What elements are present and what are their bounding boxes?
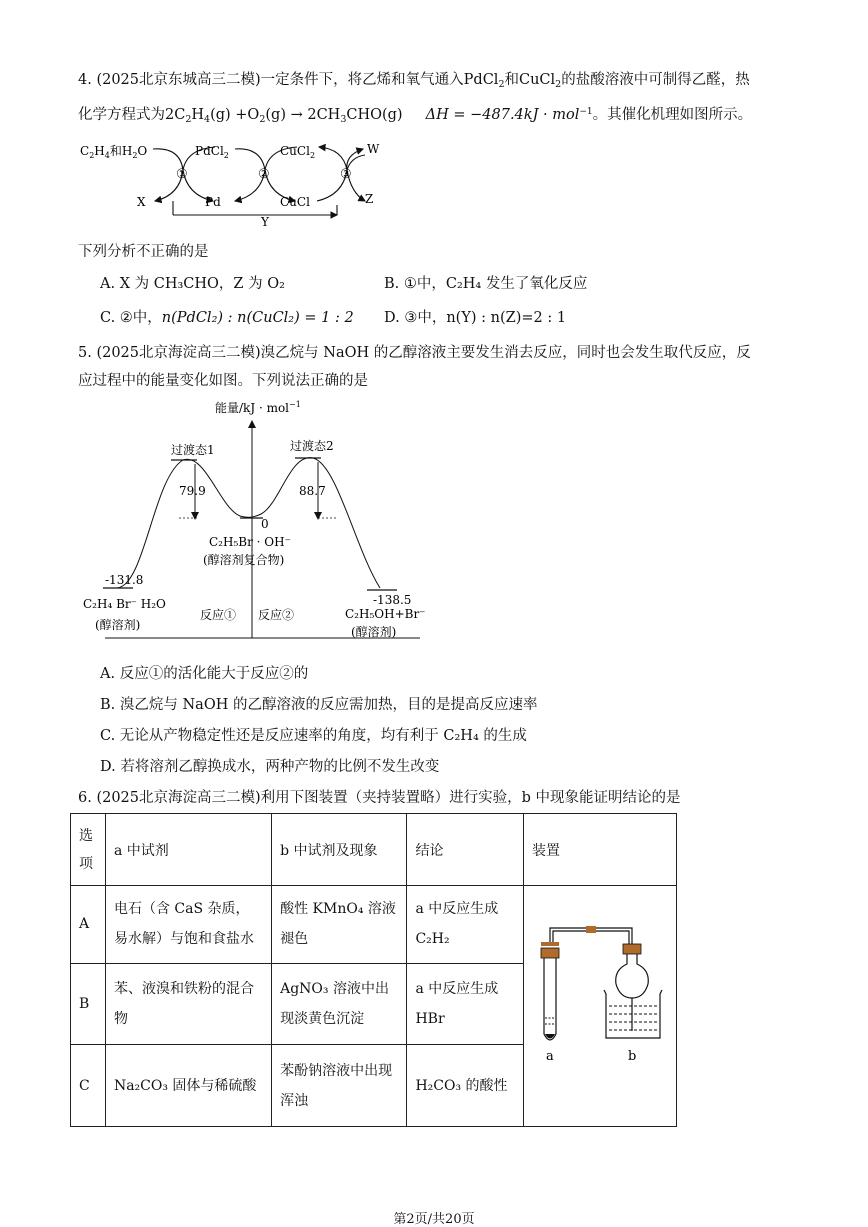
q5-stem-line2: 应过程中的能量变化如图。下列说法正确的是 [78, 373, 368, 389]
q5-complex-note: (醇溶剂复合物) [203, 553, 285, 567]
q5-zero-value: 0 [261, 517, 269, 531]
q6-header-option: 选项 [71, 814, 106, 886]
q6-row-a-phenomenon: 酸性 KMnO₄ 溶液褪色 [272, 886, 407, 964]
q5-ts2-label: 过渡态2 [290, 439, 334, 453]
q6-row-b-reagent: 苯、液溴和铁粉的混合物 [105, 963, 271, 1045]
q6-header-b: b 中试剂及现象 [272, 814, 407, 886]
q4-diagram-z: Z [365, 192, 374, 206]
q6-row-b-option: B [71, 963, 106, 1045]
q4-diagram-w: W [367, 142, 380, 156]
q6-row-a-reagent: 电石（含 CaS 杂质，易水解）与饱和食盐水 [105, 886, 271, 964]
q6-apparatus-diagram [524, 886, 676, 1122]
q4-diagram-reactants: $C_2H_4$和$H_2O$ [80, 144, 148, 160]
q5-right-note: (醇溶剂) [351, 625, 397, 639]
q6-header-apparatus: 装置 [523, 814, 676, 886]
q6-row-c-reagent: Na₂CO₃ 固体与稀硫酸 [105, 1045, 271, 1127]
q4-option-b: B. ①中，C₂H₄ 发生了氧化反应 [384, 276, 588, 292]
q5-option-d: D. 若将溶剂乙醇换成水，两种产物的比例不发生改变 [100, 759, 440, 775]
q6-row-c-conclusion: H₂CO₃ 的酸性 [407, 1045, 524, 1127]
q6-row-b-phenomenon: AgNO₃ 溶液中出现淡黄色沉淀 [272, 963, 407, 1045]
q6-row-c-option: C [71, 1045, 106, 1127]
q6-apparatus-label-b: b [627, 1049, 637, 1064]
q4-diagram-step1: ① [176, 167, 188, 182]
q5-right-value: -138.5 [373, 593, 412, 607]
q5-right-formula: C₂H₅OH+Br⁻ [345, 607, 426, 621]
q6-apparatus-cell [523, 886, 676, 1127]
q6-header-conclusion: 结论 [407, 814, 524, 886]
q6-apparatus-label-a: a [545, 1049, 554, 1064]
q4-stem-line2: 化学方程式为$2C_2H_4(g) +O_2(g) \to 2CH_3CHO(g)$ ΔH = −487.4kJ · mol$^{-1}$。其催化机理如图所示。 [78, 107, 753, 125]
q4-option-d: D. ③中，n(Y) : n(Z)=2 : 1 [384, 310, 567, 326]
q5-reaction1-label: 反应① [200, 608, 237, 622]
q4-diagram-step2: ② [258, 167, 270, 182]
q4-diagram-pdcl2: PdCl$_2$ [195, 144, 229, 160]
q5-stem-line1: 5. (2025北京海淀高三二模)溴乙烷与 NaOH 的乙醇溶液主要发生消去反应，同时也会发生取代反应，反 [78, 345, 751, 361]
q5-option-b: B. 溴乙烷与 NaOH 的乙醇溶液的反应需加热，目的是提高反应速率 [100, 697, 538, 713]
q5-energy-diagram [75, 398, 435, 648]
q4-question: 下列分析不正确的是 [78, 244, 209, 260]
q5-left-value: -131.8 [105, 573, 144, 587]
q5-left-formula: C₂H₄ Br⁻ H₂O [83, 597, 166, 611]
page-footer: 第2页/共20页 [393, 1212, 475, 1227]
q4-option-c: C. ②中，n(PdCl₂) : n(CuCl₂) = 1 : 2 [100, 310, 354, 326]
q6-header-a: a 中试剂 [105, 814, 271, 886]
q4-diagram-cucl: CuCl [280, 195, 310, 209]
q6-row-b-conclusion: a 中反应生成 HBr [407, 963, 524, 1045]
q4-diagram-x: X [137, 195, 146, 209]
q4-stem-line1: 4. (2025北京东城高三二模)一定条件下，将乙烯和氧气通入PdCl$_2$和CuCl$_2$的盐酸溶液中可制得乙醛，热 [78, 72, 750, 90]
q4-diagram-cucl2: CuCl$_2$ [280, 144, 316, 160]
q5-y-axis-label: 能量/kJ · mol$^{-1}$ [215, 400, 301, 415]
q6-row-a-option: A [71, 886, 106, 964]
q5-left-note: (醇溶剂) [95, 618, 141, 632]
q4-diagram-pd: Pd [205, 195, 221, 209]
q6-row-a-conclusion: a 中反应生成 C₂H₂ [407, 886, 524, 964]
q5-option-c: C. 无论从产物稳定性还是反应速率的角度，均有利于 C₂H₄ 的生成 [100, 728, 527, 744]
table-row [71, 886, 677, 964]
q4-mechanism-diagram [75, 135, 395, 230]
q5-option-a: A. 反应①的活化能大于反应②的 [100, 666, 309, 682]
q6-table-header [71, 814, 677, 886]
q4-diagram-y: Y [261, 215, 269, 229]
q5-complex-formula: C₂H₅Br · OH⁻ [209, 535, 291, 549]
q6-table [70, 813, 677, 1127]
q6-row-c-phenomenon: 苯酚钠溶液中出现浑浊 [272, 1045, 407, 1127]
q5-reaction2-label: 反应② [258, 608, 295, 622]
q5-ts1-label: 过渡态1 [171, 443, 215, 457]
q4-diagram-step3: ③ [340, 167, 352, 182]
q5-ea2-value: 88.7 [299, 484, 326, 498]
q4-option-a: A. X 为 CH₃CHO，Z 为 O₂ [100, 276, 285, 292]
q5-ea1-value: 79.9 [179, 484, 206, 498]
q6-stem: 6. (2025北京海淀高三二模)利用下图装置（夹持装置略）进行实验，b 中现象能证明结论的是 [78, 790, 681, 806]
